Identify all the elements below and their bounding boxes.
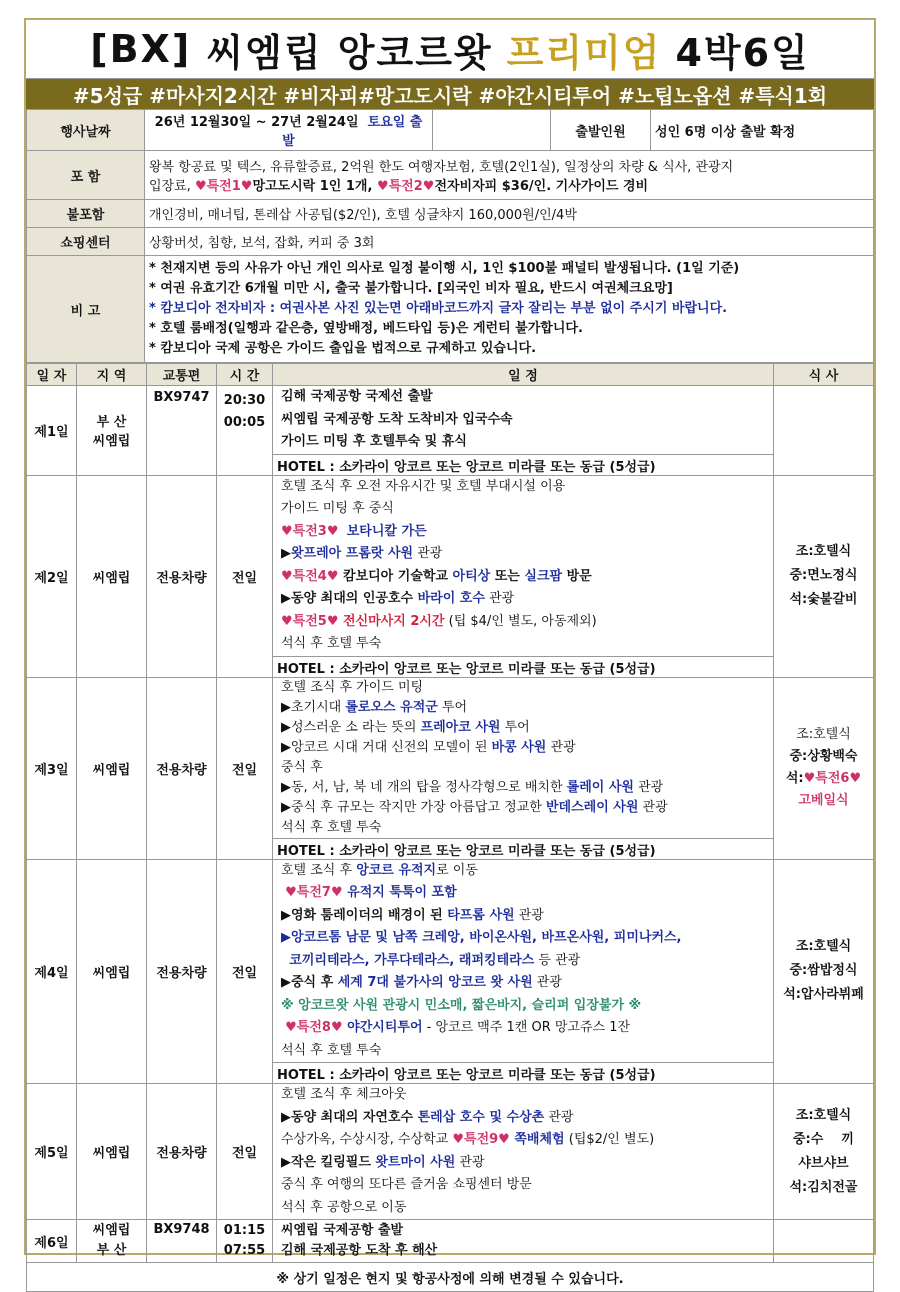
day-label: 제3일 <box>27 677 77 859</box>
note-item: * 호텔 룸배정(일행과 같은층, 옆방배정, 베드타입 등)은 게런티 불가합니다. <box>149 321 583 336</box>
exclude-label: 불포함 <box>27 200 145 228</box>
table-row <box>27 677 874 859</box>
day-region: 부 산 씨엠립 <box>77 386 147 476</box>
header-transport: 교통편 <box>147 364 217 386</box>
header-meal: 식 사 <box>774 364 874 386</box>
day-label: 제4일 <box>27 859 77 1084</box>
include-value: 왕복 항공료 및 텍스, 유류할증료, 2억원 한도 여행자보험, 호텔(2인1실), 일정상의 차량 & 식사, 관광지 입장료, ♥특전1♥망고도시락 1인 1개, ♥특전2♥전자비자피 $36/인. 기사가이드 경비 <box>145 151 874 200</box>
day-label: 제1일 <box>27 386 77 476</box>
day-transport: 전용차량 <box>147 1084 217 1220</box>
header-schedule: 일 정 <box>273 364 774 386</box>
day-transport: 전용차량 <box>147 475 217 677</box>
day-schedule: 호텔 조식 후 가이드 미팅 ▶초기시대 롤로오스 유적군 투어 ▶성스러운 소 라는 뜻의 프레아코 사원 투어 ▶앙코르 시대 거대 신전의 모델이 된 바콩 사원 관광 중식 후 ▶동, 서, 남, 북 네 개의 탑을 정사각형으로 배치한 롤레이 사원 관광 ▶중식 후 규모는 작지만 가장 아름답고 정교한 반데스레이 사원 관광 석식 후 호텔 투숙 HOTEL : 소카라이 앙코르 또는 앙코르 미라클 또는 동급 (5성급) <box>273 677 774 859</box>
day-meal: 조:호텔식 중:면노정식 석:숯불갈비 <box>774 475 874 677</box>
itinerary-page <box>24 18 876 1287</box>
day-label: 제2일 <box>27 475 77 677</box>
people-label: 출발인원 <box>551 110 651 151</box>
include-label: 포 함 <box>27 151 145 200</box>
title-destination: 씨엠립 앙코르왓 <box>206 30 493 75</box>
table-row <box>27 859 874 1084</box>
date-value: 26년 12월30일 ~ 27년 2월24일 토요일 출발 <box>145 110 433 151</box>
footer-note: ※ 상기 일정은 현지 및 항공사정에 의해 변경될 수 있습니다. <box>27 1263 874 1292</box>
schedule-table <box>26 363 874 1292</box>
day-schedule: 호텔 조식 후 앙코르 유적지로 이동 ♥특전7♥ 유적지 툭툭이 포함 ▶영화 툼레이더의 배경이 된 타프롬 사원 관광 ▶앙코르톰 남문 및 남쪽 크레앙, 바이온사원, 바프온사원, 피미나커스, 코끼리테라스, 가루다테라스, 래퍼킹테라스 등 관광 ▶중식 후 세계 7대 불가사의 앙코르 왓 사원 관광 ※ 앙코르왓 사원 관광시 민소매, 짧은바지, 슬리퍼 입장불가 ※ ♥특전8♥ 야간시티투어 - 앙코르 맥주 1캔 OR 망고쥬스 1잔 석식 후 호텔 투숙 HOTEL : 소카라이 앙코르 또는 앙코르 미라클 또는 동급 (5성급) <box>273 859 774 1084</box>
title-code: [BX] <box>90 27 192 71</box>
day-transport: 전용차량 <box>147 677 217 859</box>
day-meal: 조:호텔식 중:쌈밥정식 석:압사라뷔페 <box>774 859 874 1084</box>
shop-label: 쇼핑센터 <box>27 228 145 256</box>
day-region: 씨엠립 <box>77 859 147 1084</box>
info-table <box>26 109 874 363</box>
day-time: 전일 <box>217 677 273 859</box>
hotel-info: HOTEL : 소카라이 앙코르 또는 앙코르 미라클 또는 동급 (5성급) <box>273 454 773 475</box>
day-meal <box>774 1220 874 1263</box>
day-meal: 조:호텔식 중:수 끼 샤브샤브 석:김치전골 <box>774 1084 874 1220</box>
title-duration: 4박6일 <box>675 30 810 75</box>
day-transport: 전용차량 <box>147 859 217 1084</box>
table-row <box>27 1220 874 1263</box>
hotel-info: HOTEL : 소카라이 앙코르 또는 앙코르 미라클 또는 동급 (5성급) <box>273 1062 773 1083</box>
day-region: 씨엠립 부 산 <box>77 1220 147 1263</box>
day-time: 전일 <box>217 1084 273 1220</box>
note-item: * 천재지변 등의 사유가 아닌 개인 의사로 일정 불이행 시, 1인 $100불 패널티 발생됩니다. (1일 기준) <box>149 261 740 276</box>
note-item: * 캄보디아 국제 공항은 가이드 출입을 법적으로 규제하고 있습니다. <box>149 341 537 356</box>
header-day: 일 자 <box>27 364 77 386</box>
hotel-info: HOTEL : 소카라이 앙코르 또는 앙코르 미라클 또는 동급 (5성급) <box>273 838 773 859</box>
table-row <box>27 475 874 677</box>
day-schedule: 호텔 조식 후 체크아웃 ▶동양 최대의 자연호수 톤레삽 호수 및 수상촌 관광 수상가옥, 수상시장, 수상학교 ♥특전9♥ 쪽배체험 (팁$2/인 별도) ▶작은 킬링필드 왓트마이 사원 관광 중식 후 여행의 또다른 즐거움 쇼핑센터 방문 석식 후 공항으로 이동 <box>273 1084 774 1220</box>
day-meal <box>774 386 874 476</box>
hashtag-bar: #5성급 #마사지2시간 #비자피#망고도시락 #야간시티투어 #노팁노옵션 #특식1회 <box>26 79 874 109</box>
people-value: 성인 6명 이상 출발 확정 <box>651 110 874 151</box>
hotel-info: HOTEL : 소카라이 앙코르 또는 앙코르 미라클 또는 동급 (5성급) <box>273 656 773 677</box>
date-day-spacer <box>433 110 551 151</box>
day-region: 씨엠립 <box>77 677 147 859</box>
day-transport: BX9747 <box>147 386 217 476</box>
note-item: * 캄보디아 전자비자 : 여권사본 사진 있는면 아래바코드까지 글자 잘리는 부분 없이 주시기 바랍니다. <box>149 301 728 316</box>
day-meal: 조:호텔식 중:상황백숙 석:♥특전6♥ 고베일식 <box>774 677 874 859</box>
note-label: 비 고 <box>27 256 145 363</box>
table-row <box>27 386 874 476</box>
date-label: 행사날짜 <box>27 110 145 151</box>
day-region: 씨엠립 <box>77 475 147 677</box>
day-schedule: 호텔 조식 후 오전 자유시간 및 호텔 부대시설 이용 가이드 미팅 후 중식 ♥특전3♥ 보타니칼 가든 ▶왓프레아 프롬랏 사원 관광 ♥특전4♥ 캄보디아 기술학교 아티상 또는 실크팜 방문 ▶동양 최대의 인공호수 바라이 호수 관광 ♥특전5♥ 전신마사지 2시간 (팁 $4/인 별도, 아동제외) 석식 후 호텔 투숙 HOTEL : 소카라이 앙코르 또는 앙코르 미라클 또는 동급 (5성급) <box>273 475 774 677</box>
header-region: 지 역 <box>77 364 147 386</box>
exclude-value: 개인경비, 매너팁, 톤레삽 사공팁($2/인), 호텔 싱글챠지 160,000원/인/4박 <box>145 200 874 228</box>
day-label: 제5일 <box>27 1084 77 1220</box>
note-item: * 여권 유효기간 6개월 미만 시, 출국 불가합니다. [외국인 비자 필요, 반드시 여권체크요망] <box>149 281 673 296</box>
shop-value: 상황버섯, 침향, 보석, 잡화, 커피 중 3회 <box>145 228 874 256</box>
day-label: 제6일 <box>27 1220 77 1263</box>
day-time: 전일 <box>217 475 273 677</box>
day-time: 01:15 07:55 <box>217 1220 273 1263</box>
page-title <box>26 20 874 79</box>
day-time: 20:30 00:05 <box>217 386 273 476</box>
notes <box>145 256 874 363</box>
title-premium: 프리미엄 <box>506 30 662 75</box>
day-schedule: 씨엠립 국제공항 출발 김해 국제공항 도착 후 해산 <box>273 1220 774 1263</box>
day-region: 씨엠립 <box>77 1084 147 1220</box>
day-transport: BX9748 <box>147 1220 217 1263</box>
day-schedule: 김해 국제공항 국제선 출발 씨엠립 국제공항 도착 도착비자 입국수속 가이드 미팅 후 호텔투숙 및 휴식 HOTEL : 소카라이 앙코르 또는 앙코르 미라클 또는 동급 (5성급) <box>273 386 774 476</box>
table-row <box>27 1084 874 1220</box>
header-time: 시 간 <box>217 364 273 386</box>
day-time: 전일 <box>217 859 273 1084</box>
